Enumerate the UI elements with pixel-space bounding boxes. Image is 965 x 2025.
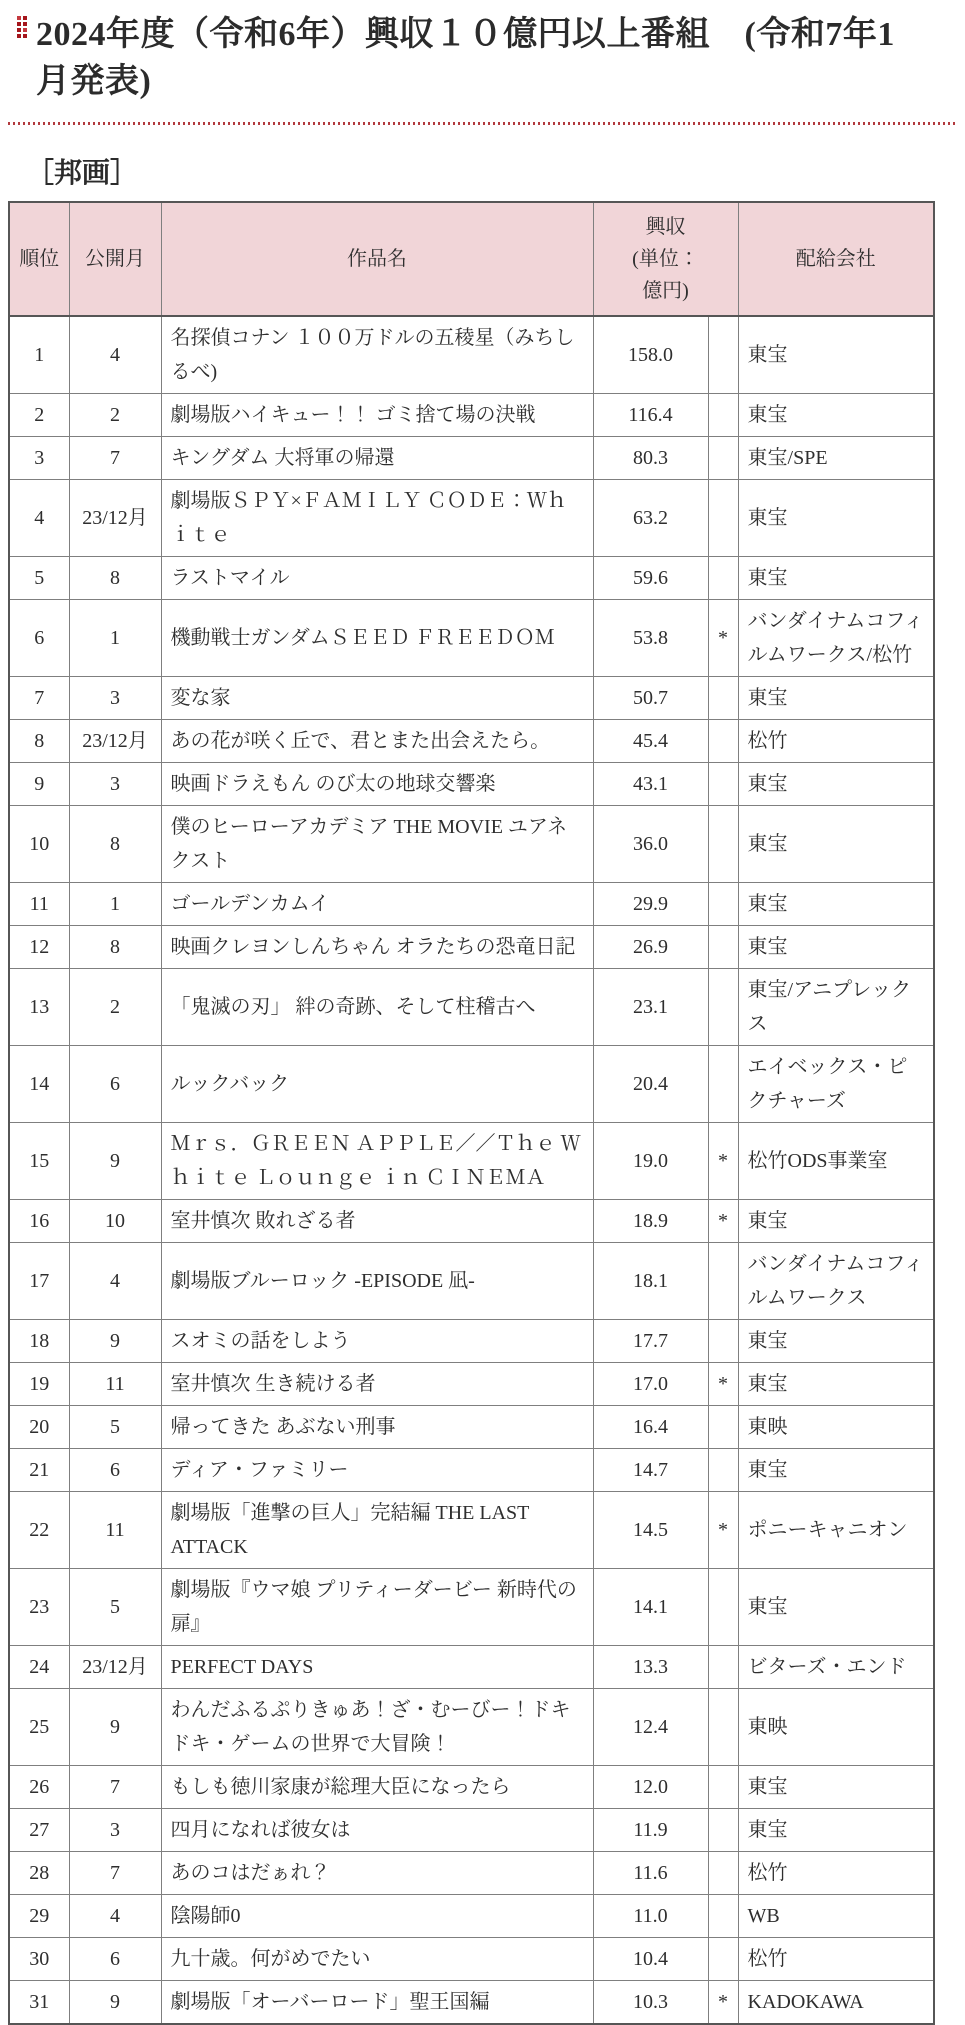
rank-cell: 8 (9, 719, 69, 762)
revenue-cell: 45.4 (593, 719, 708, 762)
table-body (9, 316, 934, 2024)
distributor-cell: 東宝/SPE (738, 436, 934, 479)
table-row (9, 719, 934, 762)
note-asterisk-cell (708, 925, 738, 968)
rank-cell: 24 (9, 1645, 69, 1688)
revenue-cell: 17.0 (593, 1362, 708, 1405)
title-cell: 映画クレヨンしんちゃん オラたちの恐竜日記 (161, 925, 593, 968)
note-asterisk-cell (708, 1688, 738, 1765)
rank-cell: 13 (9, 968, 69, 1045)
revenue-cell: 29.9 (593, 882, 708, 925)
month-cell: 4 (69, 1894, 161, 1937)
revenue-cell: 59.6 (593, 556, 708, 599)
note-asterisk-cell (708, 882, 738, 925)
table-row (9, 1851, 934, 1894)
distributor-cell: 東宝 (738, 676, 934, 719)
rank-cell: 3 (9, 436, 69, 479)
table-row (9, 1765, 934, 1808)
note-asterisk-cell (708, 479, 738, 556)
title-cell: 室井慎次 生き続ける者 (161, 1362, 593, 1405)
table-row (9, 1242, 934, 1319)
title-cell: 九十歳。何がめでたい (161, 1937, 593, 1980)
month-cell: 8 (69, 805, 161, 882)
rank-cell: 12 (9, 925, 69, 968)
month-cell: 3 (69, 1808, 161, 1851)
title-cell: あの花が咲く丘で、君とまた出会えたら。 (161, 719, 593, 762)
title-cell: あのコはだぁれ？ (161, 1851, 593, 1894)
month-cell: 7 (69, 1765, 161, 1808)
table-row (9, 1405, 934, 1448)
distributor-cell: 東宝/アニプレックス (738, 968, 934, 1045)
title-cell: 室井慎次 敗れざる者 (161, 1199, 593, 1242)
rank-cell: 6 (9, 599, 69, 676)
revenue-cell: 53.8 (593, 599, 708, 676)
table-row (9, 1045, 934, 1122)
rank-cell: 31 (9, 1980, 69, 2024)
title-cell: 変な家 (161, 676, 593, 719)
distributor-cell: ポニーキャニオン (738, 1491, 934, 1568)
note-asterisk-cell (708, 1045, 738, 1122)
month-cell: 6 (69, 1045, 161, 1122)
title-cell: もしも徳川家康が総理大臣になったら (161, 1765, 593, 1808)
note-asterisk-cell: * (708, 599, 738, 676)
distributor-cell: 東宝 (738, 925, 934, 968)
month-cell: 10 (69, 1199, 161, 1242)
distributor-cell: 東映 (738, 1405, 934, 1448)
distributor-cell: 東宝 (738, 762, 934, 805)
distributor-cell: 東宝 (738, 479, 934, 556)
table-header (9, 202, 934, 316)
table-row (9, 882, 934, 925)
title-cell: ディア・ファミリー (161, 1448, 593, 1491)
title-cell: PERFECT DAYS (161, 1645, 593, 1688)
title-cell: 劇場版「オーバーロード」聖王国編 (161, 1980, 593, 2024)
note-asterisk-cell (708, 1937, 738, 1980)
rank-cell: 19 (9, 1362, 69, 1405)
title-cell: スオミの話をしよう (161, 1319, 593, 1362)
table-row (9, 393, 934, 436)
note-asterisk-cell (708, 393, 738, 436)
month-cell: 11 (69, 1491, 161, 1568)
distributor-cell: エイベックス・ピクチャーズ (738, 1045, 934, 1122)
distributor-cell: 東宝 (738, 1199, 934, 1242)
col-header-revenue (593, 202, 738, 316)
rank-cell: 26 (9, 1765, 69, 1808)
revenue-cell: 43.1 (593, 762, 708, 805)
rank-cell: 5 (9, 556, 69, 599)
month-cell: 7 (69, 1851, 161, 1894)
title-cell: 映画ドラえもん のび太の地球交響楽 (161, 762, 593, 805)
rank-cell: 23 (9, 1568, 69, 1645)
month-cell: 23/12月 (69, 1645, 161, 1688)
title-cell: 機動戦士ガンダムＳＥＥＤ ＦＲＥＥＤＯＭ (161, 599, 593, 676)
table-row (9, 1491, 934, 1568)
revenue-header-line3: 億円) (642, 279, 689, 302)
note-asterisk-cell (708, 805, 738, 882)
rank-cell: 11 (9, 882, 69, 925)
month-cell: 4 (69, 1242, 161, 1319)
rank-cell: 4 (9, 479, 69, 556)
month-cell: 6 (69, 1937, 161, 1980)
table-row (9, 1199, 934, 1242)
table-row (9, 1937, 934, 1980)
note-asterisk-cell: * (708, 1199, 738, 1242)
month-cell: 9 (69, 1688, 161, 1765)
table-row (9, 436, 934, 479)
note-asterisk-cell (708, 676, 738, 719)
rank-cell: 1 (9, 316, 69, 394)
distributor-cell: 東宝 (738, 1448, 934, 1491)
col-header-rank: 順位 (9, 202, 69, 316)
note-asterisk-cell (708, 1319, 738, 1362)
title-cell: 劇場版『ウマ娘 プリティーダービー 新時代の扉』 (161, 1568, 593, 1645)
rank-cell: 10 (9, 805, 69, 882)
table-row (9, 676, 934, 719)
box-office-table (8, 201, 935, 2025)
dotted-separator (8, 122, 957, 125)
red-squares-grid-icon (17, 16, 27, 38)
table-row (9, 1568, 934, 1645)
revenue-cell: 20.4 (593, 1045, 708, 1122)
title-cell: 劇場版ブルーロック -EPISODE 凪- (161, 1242, 593, 1319)
revenue-cell: 17.7 (593, 1319, 708, 1362)
distributor-cell: 東宝 (738, 1319, 934, 1362)
rank-cell: 29 (9, 1894, 69, 1937)
table-row (9, 1688, 934, 1765)
rank-cell: 30 (9, 1937, 69, 1980)
revenue-cell: 12.4 (593, 1688, 708, 1765)
revenue-cell: 116.4 (593, 393, 708, 436)
distributor-cell: WB (738, 1894, 934, 1937)
title-cell: ラストマイル (161, 556, 593, 599)
revenue-cell: 10.4 (593, 1937, 708, 1980)
distributor-cell: 東宝 (738, 1808, 934, 1851)
revenue-cell: 36.0 (593, 805, 708, 882)
table-row (9, 968, 934, 1045)
rank-cell: 9 (9, 762, 69, 805)
revenue-cell: 26.9 (593, 925, 708, 968)
note-asterisk-cell (708, 1568, 738, 1645)
table-row (9, 1808, 934, 1851)
revenue-cell: 18.1 (593, 1242, 708, 1319)
distributor-cell: ビターズ・エンド (738, 1645, 934, 1688)
title-cell: 名探偵コナン １００万ドルの五稜星（みちしるべ) (161, 316, 593, 394)
month-cell: 5 (69, 1405, 161, 1448)
revenue-cell: 12.0 (593, 1765, 708, 1808)
note-asterisk-cell (708, 436, 738, 479)
month-cell: 23/12月 (69, 719, 161, 762)
month-cell: 2 (69, 968, 161, 1045)
distributor-cell: KADOKAWA (738, 1980, 934, 2024)
distributor-cell: 東宝 (738, 393, 934, 436)
revenue-cell: 11.6 (593, 1851, 708, 1894)
title-cell: 陰陽師0 (161, 1894, 593, 1937)
month-cell: 7 (69, 436, 161, 479)
distributor-cell: 松竹 (738, 1851, 934, 1894)
col-header-distributor: 配給会社 (738, 202, 934, 316)
rank-cell: 25 (9, 1688, 69, 1765)
revenue-cell: 14.5 (593, 1491, 708, 1568)
title-cell: わんだふるぷりきゅあ！ざ・むーびー！ドキドキ・ゲームの世界で大冒険！ (161, 1688, 593, 1765)
revenue-cell: 11.0 (593, 1894, 708, 1937)
distributor-cell: 松竹 (738, 1937, 934, 1980)
month-cell: 4 (69, 316, 161, 394)
title-cell: 劇場版ＳＰＹ×ＦＡＭＩＬＹ ＣＯＤＥ：Ｗｈｉｔｅ (161, 479, 593, 556)
rank-cell: 14 (9, 1045, 69, 1122)
table-row (9, 316, 934, 394)
note-asterisk-cell (708, 556, 738, 599)
note-asterisk-cell (708, 719, 738, 762)
note-asterisk-cell (708, 1851, 738, 1894)
col-header-month: 公開月 (69, 202, 161, 316)
note-asterisk-cell (708, 1405, 738, 1448)
revenue-header-line1: 興収 (645, 215, 686, 238)
table-row (9, 925, 934, 968)
rank-cell: 16 (9, 1199, 69, 1242)
table-row (9, 1319, 934, 1362)
distributor-cell: 松竹 (738, 719, 934, 762)
month-cell: 9 (69, 1980, 161, 2024)
table-row (9, 1645, 934, 1688)
rank-cell: 2 (9, 393, 69, 436)
distributor-cell: バンダイナムコフィルムワークス (738, 1242, 934, 1319)
revenue-cell: 13.3 (593, 1645, 708, 1688)
month-cell: 9 (69, 1122, 161, 1199)
rank-cell: 28 (9, 1851, 69, 1894)
month-cell: 1 (69, 882, 161, 925)
distributor-cell: 東宝 (738, 316, 934, 394)
month-cell: 1 (69, 599, 161, 676)
table-row (9, 762, 934, 805)
month-cell: 11 (69, 1362, 161, 1405)
title-cell: キングダム 大将軍の帰還 (161, 436, 593, 479)
title-cell: 僕のヒーローアカデミア THE MOVIE ユアネクスト (161, 805, 593, 882)
month-cell: 9 (69, 1319, 161, 1362)
col-header-title: 作品名 (161, 202, 593, 316)
title-cell: ルックバック (161, 1045, 593, 1122)
month-cell: 8 (69, 556, 161, 599)
distributor-cell: 松竹ODS事業室 (738, 1122, 934, 1199)
revenue-cell: 50.7 (593, 676, 708, 719)
note-asterisk-cell (708, 1448, 738, 1491)
table-row (9, 1362, 934, 1405)
table-header-row (9, 202, 934, 316)
page-header (0, 0, 945, 106)
title-cell: 四月になれば彼女は (161, 1808, 593, 1851)
page-title: 2024年度（令和6年）興収１０億円以上番組 (令和7年1月発表) (36, 16, 895, 100)
table-row (9, 1894, 934, 1937)
revenue-cell: 19.0 (593, 1122, 708, 1199)
rank-cell: 27 (9, 1808, 69, 1851)
month-cell: 6 (69, 1448, 161, 1491)
revenue-cell: 14.1 (593, 1568, 708, 1645)
table-row (9, 1980, 934, 2024)
distributor-cell: 東宝 (738, 1568, 934, 1645)
rank-cell: 21 (9, 1448, 69, 1491)
rank-cell: 17 (9, 1242, 69, 1319)
distributor-cell: 東宝 (738, 1362, 934, 1405)
title-cell: ゴールデンカムイ (161, 882, 593, 925)
revenue-cell: 158.0 (593, 316, 708, 394)
rank-cell: 15 (9, 1122, 69, 1199)
revenue-cell: 18.9 (593, 1199, 708, 1242)
note-asterisk-cell (708, 1645, 738, 1688)
revenue-cell: 16.4 (593, 1405, 708, 1448)
month-cell: 5 (69, 1568, 161, 1645)
revenue-cell: 10.3 (593, 1980, 708, 2024)
table-row (9, 556, 934, 599)
distributor-cell: 東宝 (738, 882, 934, 925)
table-row (9, 1448, 934, 1491)
revenue-cell: 80.3 (593, 436, 708, 479)
revenue-cell: 63.2 (593, 479, 708, 556)
note-asterisk-cell (708, 316, 738, 394)
table-row (9, 1122, 934, 1199)
revenue-cell: 14.7 (593, 1448, 708, 1491)
revenue-header-line2: (単位： (632, 247, 699, 270)
table-row (9, 805, 934, 882)
table-row (9, 599, 934, 676)
rank-cell: 20 (9, 1405, 69, 1448)
note-asterisk-cell: * (708, 1362, 738, 1405)
rank-cell: 18 (9, 1319, 69, 1362)
title-cell: 「鬼滅の刃」 絆の奇跡、そして柱稽古へ (161, 968, 593, 1045)
rank-cell: 7 (9, 676, 69, 719)
title-cell: 劇場版「進撃の巨人」完結編 THE LAST ATTACK (161, 1491, 593, 1568)
revenue-cell: 11.9 (593, 1808, 708, 1851)
note-asterisk-cell (708, 1765, 738, 1808)
note-asterisk-cell: * (708, 1491, 738, 1568)
month-cell: 3 (69, 762, 161, 805)
note-asterisk-cell: * (708, 1122, 738, 1199)
month-cell: 23/12月 (69, 479, 161, 556)
note-asterisk-cell (708, 1242, 738, 1319)
month-cell: 2 (69, 393, 161, 436)
note-asterisk-cell: * (708, 1980, 738, 2024)
title-cell: 劇場版ハイキュー！！ ゴミ捨て場の決戦 (161, 393, 593, 436)
title-cell: Ｍｒｓ．ＧＲＥＥＮ ＡＰＰＬＥ／／Ｔｈｅ Ｗｈｉｔｅ Ｌｏｕｎｇｅ ｉｎ ＣＩＮＥＭＡ (161, 1122, 593, 1199)
distributor-cell: 東宝 (738, 556, 934, 599)
distributor-cell: 東映 (738, 1688, 934, 1765)
revenue-cell: 23.1 (593, 968, 708, 1045)
distributor-cell: バンダイナムコフィルムワークス/松竹 (738, 599, 934, 676)
month-cell: 8 (69, 925, 161, 968)
note-asterisk-cell (708, 1808, 738, 1851)
note-asterisk-cell (708, 968, 738, 1045)
section-heading: ［邦画］ (26, 157, 139, 189)
note-asterisk-cell (708, 762, 738, 805)
rank-cell: 22 (9, 1491, 69, 1568)
note-asterisk-cell (708, 1894, 738, 1937)
table-row (9, 479, 934, 556)
distributor-cell: 東宝 (738, 805, 934, 882)
distributor-cell: 東宝 (738, 1765, 934, 1808)
title-cell: 帰ってきた あぶない刑事 (161, 1405, 593, 1448)
month-cell: 3 (69, 676, 161, 719)
